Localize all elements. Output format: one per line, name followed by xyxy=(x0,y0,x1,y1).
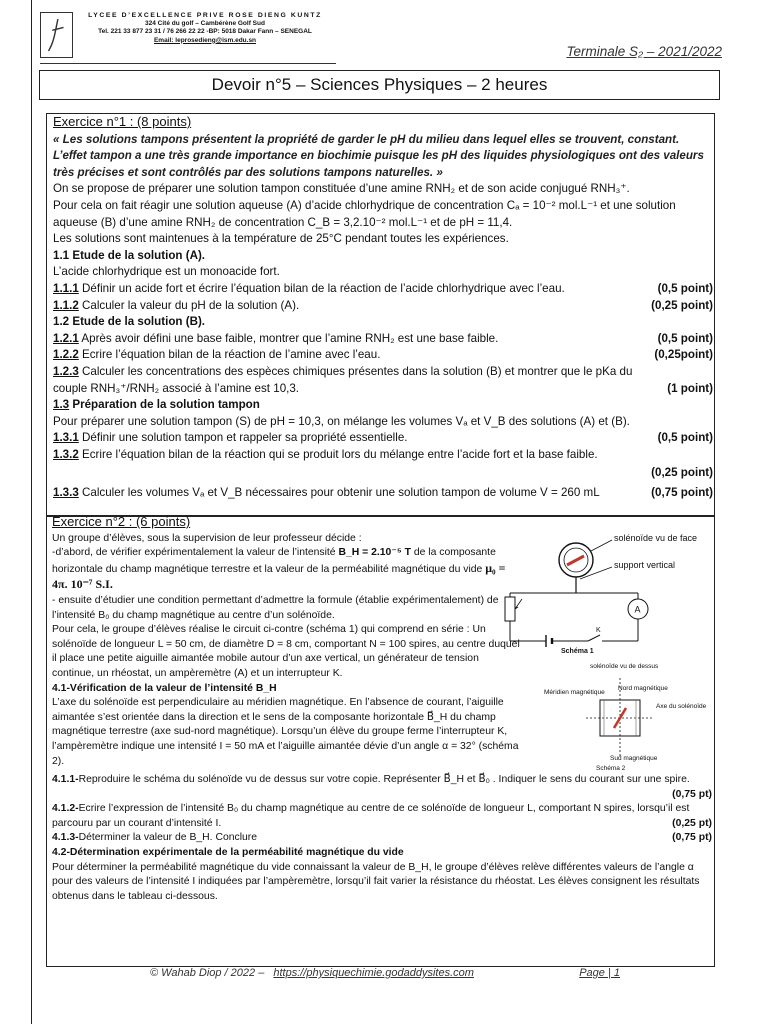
question-text: Reproduire le schéma du solénoïde vu de dessus sur votre copie. Représenter B⃗_H et B⃗₀ . Indiquer le sens du courant sur une spire. xyxy=(78,774,690,786)
question-number: 1.3.2 xyxy=(53,447,79,461)
question-text: Après avoir défini une base faible, montrer que l’amine RNH₂ est une base faible. xyxy=(81,331,499,345)
pointer-line xyxy=(580,567,612,579)
ammeter-label: A xyxy=(634,604,641,615)
school-header xyxy=(40,12,336,64)
class-year: Terminale S₂ – 2021/2022 xyxy=(566,44,722,59)
question xyxy=(53,430,713,447)
page-title: Devoir n°5 – Sciences Physiques – 2 heures xyxy=(39,70,720,100)
switch-icon xyxy=(588,635,600,641)
footer-author: © Wahab Diop / 2022 – xyxy=(150,967,265,979)
exercise2-title: Exercice n°2 : (6 points) xyxy=(52,514,191,529)
question-number: 4.1.3- xyxy=(52,832,79,844)
question-number: 4.1.1- xyxy=(52,774,79,786)
section-title: 1.2 Etude de la solution (B). xyxy=(53,315,206,329)
question-points-line xyxy=(52,788,712,803)
page-margin-line xyxy=(31,0,32,1024)
diagram-caption: Schéma 1 xyxy=(561,648,594,655)
question xyxy=(53,347,713,364)
question-points-line xyxy=(53,465,713,482)
question-points: (0,25 point) xyxy=(651,298,713,312)
question-text: Ecrire l’équation bilan de la réaction qui se produit lors du mélange entre l’acide fort et la base faible. xyxy=(82,447,598,461)
section-title: 4.1-Vérification de la valeur de l’intensité B_H xyxy=(52,682,277,694)
logo-icon xyxy=(41,13,72,57)
question xyxy=(52,831,712,846)
question xyxy=(53,298,713,315)
question-number: 1.3.1 xyxy=(53,431,79,445)
exercise1-intro: Les solutions sont maintenues à la température de 25°C pendant toutes les expériences. xyxy=(53,232,509,246)
question-number: 1.2.2 xyxy=(53,348,79,362)
question-points: (0,5 point) xyxy=(657,281,713,295)
paragraph: L’axe du solénoïde est perpendiculaire au méridien magnétique. En l’absence de courant, l’aiguille aimantée s’est orientée dans la direction et le sens de la composante horizontale B⃗_H du champ magnétique terrestre (axe sud-nord magnétique). Lorsqu’un élève du groupe ferme l’interrupteur K, l’ampèremètre indique une intensité I = 50 mA et l’aiguille aimantée dévie d’un angle α = 32° (schéma 2). xyxy=(52,697,519,767)
mu0-value: μ₀ = 4π. 10⁻⁷ S.I. xyxy=(52,560,506,592)
question xyxy=(53,364,713,381)
question-text: Ecrire l’équation bilan de la réaction de l’amine avec l’eau. xyxy=(82,348,381,362)
question-number: 1.2.3 xyxy=(53,364,79,378)
page-footer xyxy=(150,967,620,979)
school-address: 324 Cité du golf – Cambérène Golf Sud xyxy=(145,20,265,28)
question-text: Calculer les concentrations des espèces chimiques présentes dans la solution (B) et montrer que le pKa du xyxy=(82,364,633,378)
question-text: Calculer les volumes Vₐ et V_B nécessaires pour obtenir une solution tampon de volume V = 260 mL xyxy=(82,486,600,500)
exercise1-quote: « Les solutions tampons présentent la propriété de garder le pH du milieu dans lequel elles se trouvent, constant. L’effet tampon a une très grande importance en biochimie puisque les pH des liquides physiologiques ont des valeurs très précises et sont contrôlés par des solutions tampons naturelles. » xyxy=(53,132,704,179)
section-title: 4.2-Détermination expérimentale de la perméabilité magnétique du vide xyxy=(52,847,404,859)
question-text: Déterminer la valeur de B_H. Conclure xyxy=(78,832,258,844)
bh-value: B_H = 2.10⁻⁵ T xyxy=(338,547,411,559)
label-meridian: Méridien magnétique xyxy=(544,689,605,696)
question-number: 1.1.1 xyxy=(53,281,79,295)
section-text: L’acide chlorhydrique est un monoacide fort. xyxy=(53,265,280,279)
label-front: solénoïde vu de face xyxy=(614,533,698,543)
question-points: (0,5 point) xyxy=(657,331,713,345)
question xyxy=(53,485,713,502)
question xyxy=(53,281,713,298)
label-north: Nord magnétique xyxy=(618,685,668,692)
label-top: solénoïde vu de dessus xyxy=(590,663,659,670)
question-text: Calculer la valeur du pH de la solution (A). xyxy=(82,298,300,312)
question-points: (1 point) xyxy=(667,381,713,395)
question-text: couple RNH₃⁺/RNH₂ associé à l’amine est 10,3. xyxy=(53,381,300,395)
question xyxy=(52,773,712,788)
question-points: (0,25point) xyxy=(654,348,713,362)
switch-label: K xyxy=(596,627,601,634)
exercise1 xyxy=(53,114,713,502)
paragraph-text: -d’abord, de vérifier expérimentalement la valeur de l’intensité xyxy=(52,547,336,559)
circuit-diagram xyxy=(488,527,716,655)
question-points: (0,25 point) xyxy=(651,466,713,480)
label-south: Sud magnétique xyxy=(610,755,658,762)
question-points: (0,75 point) xyxy=(651,486,713,500)
label-axis: Axe du solénoïde xyxy=(656,703,707,710)
school-info xyxy=(74,12,336,45)
paragraph: Pour déterminer la perméabilité magnétique du vide connaissant la valeur de B_H, le groupe d’élèves relève différentes valeurs de l’angle α pour des valeurs de l’intensité I indiquées par l’ampèremètre, lorsqu’il fait varier la résistance du rhéostat. Les élèves consignent les résultats obtenus dans le tableau ci-dessous. xyxy=(52,861,700,902)
question-number: 1.3.3 xyxy=(53,486,79,500)
paragraph: - ensuite d’étudier une condition permettant d’admettre la formule (établie expérimentalement) de l’intensité B₀ du champ magnétique au centre d’un solénoïde. xyxy=(52,594,499,621)
question-number: 1.1.2 xyxy=(53,298,79,312)
school-tel: Tel. 221 33 877 23 31 / 76 266 22 22 -BP: 5018 Dakar Fann – SENEGAL xyxy=(98,28,312,36)
question-text: Ecrire l’expression de l’intensité B₀ du champ magnétique au centre de ce solénoïde de longueur L, comportant N spires, lorsqu’il est parcouru par un courant d’intensité I. xyxy=(52,803,690,829)
question-text: Définir une solution tampon et rappeler sa propriété essentielle. xyxy=(82,431,408,445)
section-number: 1.3 xyxy=(53,398,70,412)
question-points: (0,75 pt) xyxy=(672,788,712,800)
exercise1-title: Exercice n°1 : (8 points) xyxy=(53,114,192,129)
exercise1-intro: On se propose de préparer une solution tampon constituée d’une amine RNH₂ et de son acide conjugué RNH₃⁺. xyxy=(53,182,630,196)
paragraph-text: de la composante horizontale du champ magnétique terrestre et la valeur de la perméabilité magnétique du vide xyxy=(52,547,496,575)
question xyxy=(53,331,713,348)
question-text: Définir un acide fort et écrire l’équation bilan de la réaction de l’acide chlorhydrique avec l’eau. xyxy=(82,281,565,295)
question-number: 1.2.1 xyxy=(53,331,79,345)
question-points: (0,5 point) xyxy=(657,431,713,445)
solenoid-top-diagram xyxy=(538,660,716,772)
section-text: Pour préparer une solution tampon (S) de pH = 10,3, on mélange les volumes Vₐ et V_B des solutions (A) et (B). xyxy=(53,414,630,428)
label-support: support vertical xyxy=(614,560,676,570)
rheostat-slider xyxy=(515,599,522,609)
footer-link[interactable]: https://physiquechimie.godaddysites.com xyxy=(273,967,474,979)
pointer-line xyxy=(591,540,612,551)
rheostat-icon xyxy=(505,597,515,621)
footer-page: Page | 1 xyxy=(579,967,620,979)
question xyxy=(53,447,713,464)
paragraph: Un groupe d’élèves, sous la supervision de leur professeur décide : xyxy=(52,532,362,544)
paragraph xyxy=(52,546,507,594)
exercise2-intro-column xyxy=(52,532,520,770)
section-title: 1.1 Etude de la solution (A). xyxy=(53,248,206,262)
exercise1-intro: Pour cela on fait réagir une solution aqueuse (A) d’acide chlorhydrique de concentration Cₐ = 10⁻² mol.L⁻¹ et une solution aqueuse (B) d’une amine RNH₂ de concentration C_B = 3,2.10⁻² mol.L⁻¹ et de pH = 11,4. xyxy=(53,198,676,229)
school-name: LYCEE D’EXCELLENCE PRIVE ROSE DIENG KUNTZ xyxy=(88,12,322,19)
question-points: (0,75 pt) xyxy=(672,832,712,844)
section-title-text: Préparation de la solution tampon xyxy=(72,398,260,412)
school-logo xyxy=(40,12,73,58)
question-number: 4.1.2- xyxy=(52,803,79,815)
paragraph: Pour cela, le groupe d’élèves réalise le circuit ci-contre (schéma 1) qui comprend en série : Un solénoïde de longueur L = 50 cm, de diamètre D = 8 cm, comportant N = 100 spires, au centre duquel il place une petite aiguille aimantée mobile autour d’un axe vertical, un générateur de tension continue, un rhéostat, un ampèremètre (A) et un interrupteur K. xyxy=(52,624,520,679)
school-email: Email: leprosedieng@ism.edu.sn xyxy=(153,36,257,44)
question-points: (0,25 pt) xyxy=(672,817,712,829)
section-title xyxy=(53,397,713,414)
diagram-caption: Schéma 2 xyxy=(596,765,626,772)
compass-needle-icon xyxy=(567,556,584,565)
question-continued xyxy=(53,381,713,398)
